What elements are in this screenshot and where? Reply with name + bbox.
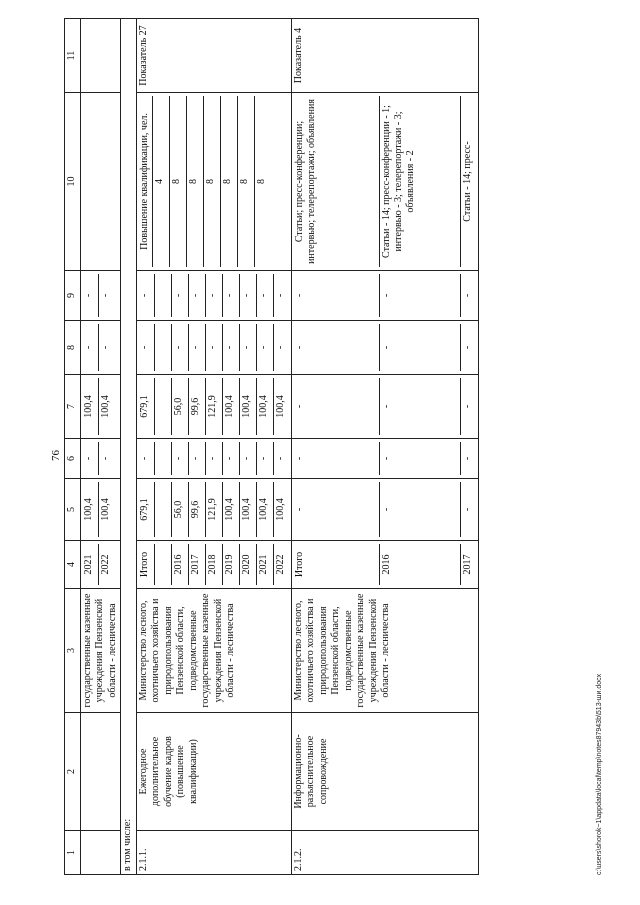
total-c7: - [293,378,380,435]
item-executor: Министерство лесного, охотничьего хозяйства и природопользования Пензенской области, подведомственные государственные казенные учреждения Пензенской области - лесничества [291,589,478,713]
cont-c8: - [82,324,99,371]
c5-cell: 121,9 [205,482,222,537]
total-label: Итого [138,544,155,585]
header-col-5: 5 [65,479,81,541]
c9-cell: - [256,274,273,317]
item-2-1-1-row [136,19,291,875]
total-c5: 679,1 [138,482,155,537]
cont-c8: - [99,345,111,350]
c9-cell: - [222,274,239,317]
c5-cell: - [379,482,460,537]
year-cell: 2016 [171,544,188,585]
total-c6: - [293,442,380,475]
c10-cell: 8 [237,96,254,267]
item-number: 2.1.2. [291,831,478,875]
c7-cell: 100,4 [239,378,256,435]
header-col-3: 3 [65,589,81,713]
cont-c5: 100,4 [99,498,111,521]
c5-cell: 99,6 [188,482,205,537]
c8-cell: - [274,345,286,350]
c8-cell: - [461,345,473,350]
c8-cell: - [205,324,222,371]
indicator-heading: Повышение квалификации, чел. [138,96,153,267]
cont-c9: - [82,274,99,317]
cont-year: 2021 [82,544,99,585]
cont-c7: 100,4 [82,378,99,435]
year-cell: 2019 [222,544,239,585]
c5-cell: - [461,507,473,512]
c7-cell: - [461,404,473,409]
c6-cell: - [239,442,256,475]
c10-cell: Статьи - 14; пресс-конференции - 1; интервью - 3; телерепортажи - 3; объявления - 2 [379,96,460,267]
c10-cell: Статьи - 14; пресс- [461,141,473,222]
total-c5: - [293,482,380,537]
c6-cell: - [461,456,473,461]
cont-c6: - [82,442,99,475]
c7-cell: 56,0 [171,378,188,435]
c5-cell: 100,4 [239,482,256,537]
year-cell: 2017 [461,554,473,575]
cont-year: 2022 [99,554,111,575]
header-row [65,19,81,875]
c6-cell: - [379,442,460,475]
item-2-1-2-row [291,19,478,875]
header-col-8: 8 [65,321,81,375]
year-cell: 2021 [256,544,273,585]
c9-cell: - [379,274,460,317]
section-label: в том числе: [121,19,137,875]
c6-cell: - [188,442,205,475]
header-col-9: 9 [65,271,81,321]
c5-cell: 56,0 [171,482,188,537]
c8-cell: - [379,324,460,371]
c10-cell: 4 [152,96,169,267]
c8-cell: - [256,324,273,371]
c6-cell: - [205,442,222,475]
year-cell: 2022 [274,554,286,575]
cont-c7: 100,4 [99,395,111,418]
header-col-10: 10 [65,93,81,271]
c7-cell: - [379,378,460,435]
c9-cell: - [188,274,205,317]
c7-cell: 121,9 [205,378,222,435]
c6-cell: - [256,442,273,475]
cont-executor: государственные казенные учреждения Пензенской области - лесничества [80,589,121,713]
c8-cell: - [171,324,188,371]
c10-cell: 8 [220,96,237,267]
year-cell: 2020 [239,544,256,585]
header-col-4: 4 [65,541,81,589]
c10-cell: 8 [186,96,203,267]
c9-cell: - [274,293,286,298]
year-cell: 2016 [379,544,460,585]
indicator-ref: Показатель 4 [291,19,478,93]
program-table [64,18,479,875]
item-name: Информационно-разъяснительное сопровождение [291,713,478,831]
item-name: Ежегодное дополнительное обучение кадров (повышение квалификации) [136,713,291,831]
c7-cell: 100,4 [222,378,239,435]
c7-cell: 100,4 [274,395,286,418]
c5-cell: 100,4 [256,482,273,537]
c9-cell: - [239,274,256,317]
c8-cell: - [188,324,205,371]
cont-c6: - [99,456,111,461]
total-label: Итого [293,544,380,585]
c6-cell: - [274,456,286,461]
item-executor: Министерство лесного, охотничьего хозяйства и природопользования Пензенской области, подведомственные государственные казенные учреждения Пензенской области - лесничества [136,589,291,713]
year-cell: 2018 [205,544,222,585]
continuation-row [80,19,121,875]
indicator-heading: Статьи; пресс-конференции; интервью; телерепортажи; объявления [293,96,380,267]
total-c8: - [138,324,155,371]
c7-cell: 99,6 [188,378,205,435]
item-number: 2.1.1. [136,831,291,875]
header-col-1: 1 [65,831,81,875]
c6-cell: - [222,442,239,475]
c9-cell: - [171,274,188,317]
c10-cell: 8 [203,96,220,267]
footer-file-path: c:\users\shorok~1\appdata\local\temp\notes87943b\513-ши.docx [596,673,603,875]
header-col-2: 2 [65,713,81,831]
c10-cell: 8 [255,179,267,184]
total-c7: 679,1 [138,378,155,435]
page-number: 76 [50,450,62,461]
cont-c9: - [99,293,111,298]
c8-cell: - [239,324,256,371]
c9-cell: - [461,293,473,298]
c10-cell: 8 [169,96,186,267]
header-col-11: 11 [65,19,81,93]
c8-cell: - [222,324,239,371]
c6-cell: - [171,442,188,475]
indicator-ref: Показатель 27 [136,19,291,93]
header-col-6: 6 [65,439,81,479]
section-row [121,19,137,875]
total-c9: - [293,274,380,317]
c5-cell: 100,4 [274,498,286,521]
total-c8: - [293,324,380,371]
total-c9: - [138,274,155,317]
c9-cell: - [205,274,222,317]
c5-cell: 100,4 [222,482,239,537]
cont-c5: 100,4 [82,482,99,537]
header-col-7: 7 [65,375,81,439]
c7-cell: 100,4 [256,378,273,435]
year-cell: 2017 [188,544,205,585]
total-c6: - [138,442,155,475]
